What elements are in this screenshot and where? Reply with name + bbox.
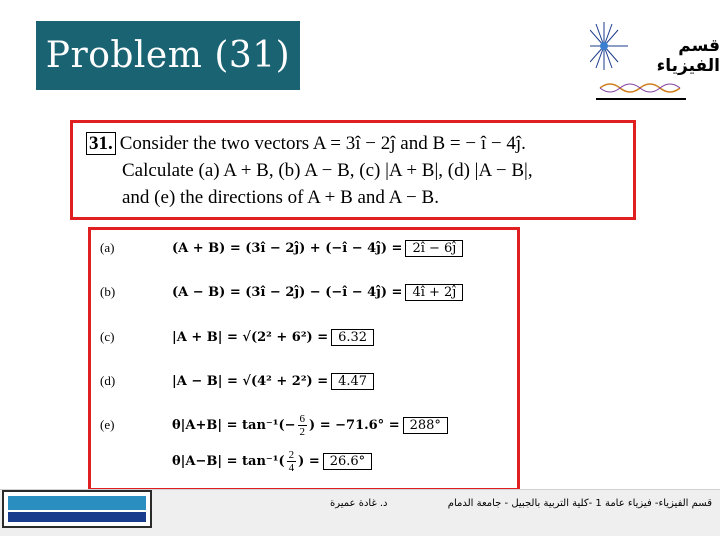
- solution-label: (a): [100, 240, 115, 255]
- fraction-denominator: 2: [299, 425, 306, 438]
- title-banner: [36, 21, 300, 90]
- solution-expression: |A + B| = √(2² + 6²) =: [172, 329, 329, 345]
- problem-number: 31.: [86, 132, 116, 155]
- fraction: [298, 413, 308, 438]
- solution-answer: 4î + 2ĵ: [405, 284, 463, 301]
- solution-expression-post: ) =: [298, 453, 320, 469]
- dept-logo-text: قسم الفيزياء: [656, 36, 720, 76]
- university-logo: [2, 490, 152, 528]
- solution-answer: 288°: [403, 417, 448, 434]
- solution-expression-post: ) = −71.6° =: [309, 417, 400, 433]
- fraction-denominator: 4: [288, 461, 295, 474]
- solution-answer: 4.47: [331, 373, 374, 390]
- fraction-numerator: 2: [288, 448, 295, 461]
- problem-line-3: and (e) the directions of A + B and A − B.: [122, 187, 439, 208]
- university-logo-icon: [4, 492, 150, 526]
- fraction: [287, 449, 297, 474]
- problem-line-2: Calculate (a) A + B, (b) A − B, (c) |A + B|, (d) |A − B|,: [122, 160, 533, 181]
- solution-expression-pre: θ|A+B| = tan⁻¹(−: [172, 417, 296, 433]
- page-title: Problem (31): [45, 35, 291, 76]
- solution-answer: 2î − 6ĵ: [405, 240, 463, 257]
- solution-label: (c): [100, 329, 115, 344]
- solution-expression: |A − B| = √(4² + 2²) =: [172, 373, 329, 389]
- solution-answer: 26.6°: [323, 453, 372, 470]
- solution-expression-pre: θ|A−B| = tan⁻¹(: [172, 453, 285, 469]
- solution-label: (e): [100, 417, 115, 432]
- solution-label: (b): [100, 284, 116, 299]
- solution-answer: 6.32: [331, 329, 374, 346]
- solution-expression: (A − B) = (3î − 2ĵ) − (−î − 4ĵ) =: [172, 284, 403, 300]
- fraction-numerator: 6: [299, 412, 306, 425]
- footer-department: قسم الفيزياء- فيزياء عامة 1 -كلية التربية بالجبيل - جامعة الدمام: [447, 498, 712, 509]
- solution-expression: (A + B) = (3î − 2ĵ) + (−î − 4ĵ) =: [172, 240, 403, 256]
- footer-doctor: د. غادة عميرة: [330, 498, 388, 509]
- problem-statement: [86, 130, 626, 211]
- solution-label: (d): [100, 373, 116, 388]
- problem-line-1: Consider the two vectors A = 3î − 2ĵ and B = − î − 4ĵ.: [119, 133, 526, 154]
